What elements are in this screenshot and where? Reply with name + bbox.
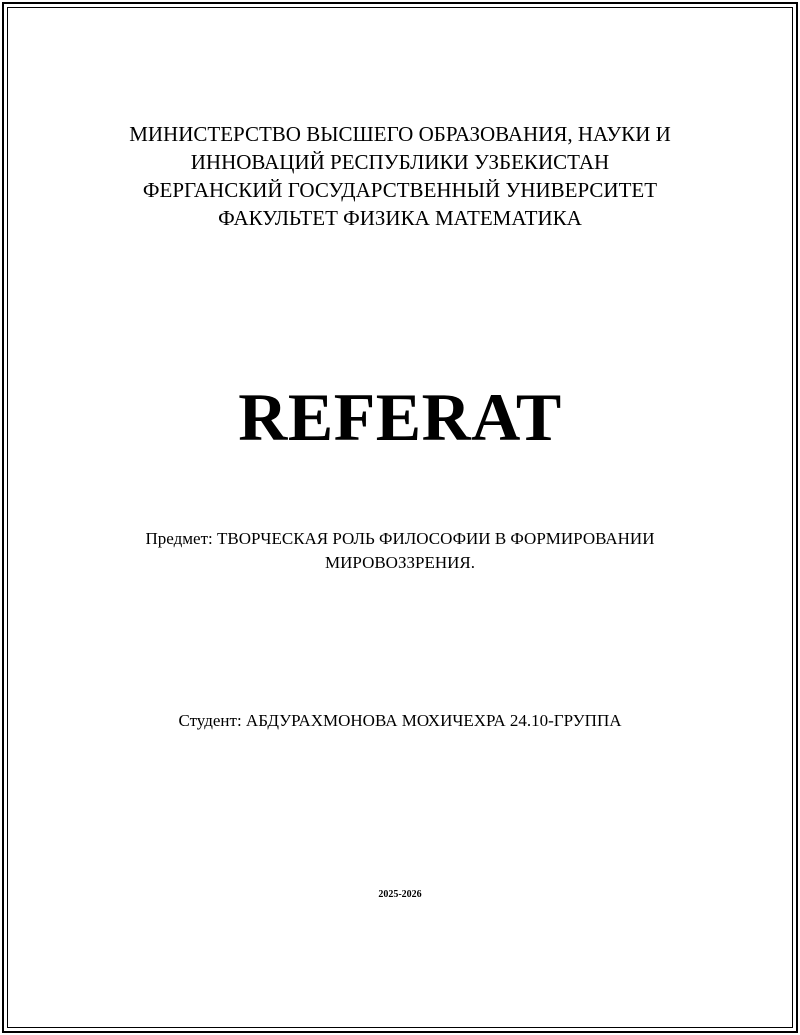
subject-line-1: Предмет: ТВОРЧЕСКАЯ РОЛЬ ФИЛОСОФИИ В ФОРМИРОВАНИИ — [145, 529, 655, 548]
ministry-line-2: ИННОВАЦИЙ РЕСПУБЛИКИ УЗБЕКИСТАН — [190, 150, 610, 174]
ministry-line-1: МИНИСТЕРСТВО ВЫСШЕГО ОБРАЗОВАНИЯ, НАУКИ И — [129, 122, 671, 146]
subject-line-2: МИРОВОЗЗРЕНИЯ. — [325, 553, 475, 572]
document-title: REFERAT — [238, 379, 562, 455]
academic-year: 2025-2026 — [378, 889, 422, 900]
faculty-line: ФАКУЛЬТЕТ ФИЗИКА МАТЕМАТИКА — [218, 206, 582, 230]
university-line: ФЕРГАНСКИЙ ГОСУДАРСТВЕННЫЙ УНИВЕРСИТЕТ — [142, 178, 658, 202]
student-line: Студент: АБДУРАХМОНОВА МОХИЧЕХРА 24.10-ГРУППА — [178, 711, 622, 730]
